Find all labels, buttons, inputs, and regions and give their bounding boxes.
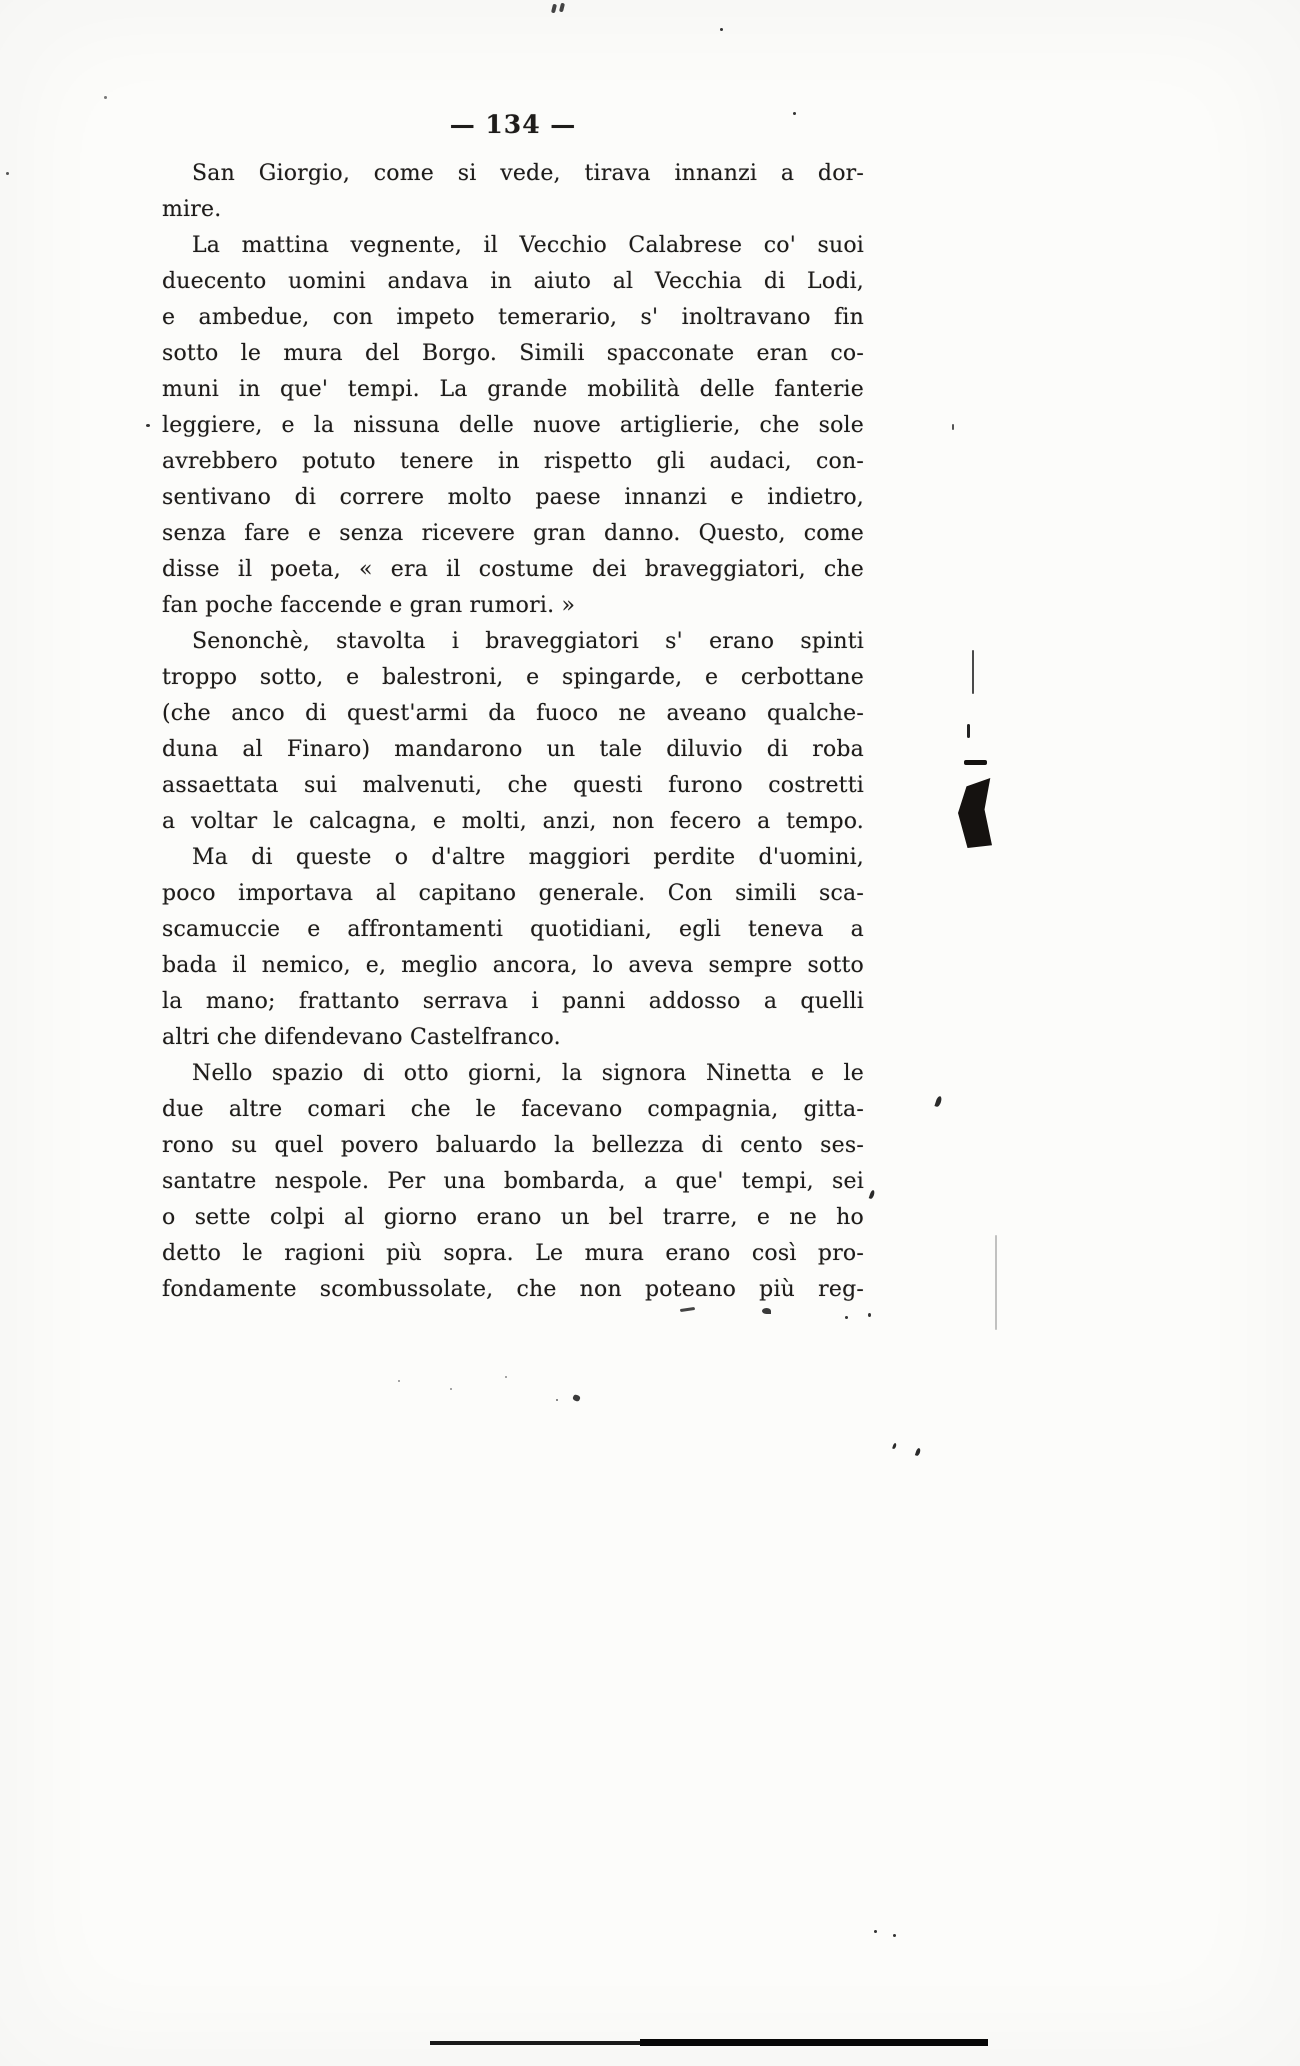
ink-speck bbox=[104, 96, 107, 99]
text-line: altri che difendevano Castelfranco. bbox=[162, 1025, 561, 1050]
ink-speck bbox=[762, 1308, 771, 1314]
text-line: sentivano di correre molto paese innanzi e indietro, bbox=[162, 485, 864, 510]
text-line: La mattina vegnente, il Vecchio Calabrese co' suoi bbox=[192, 233, 864, 258]
text-line: bada il nemico, e, meglio ancora, lo aveva sempre sotto bbox=[162, 953, 864, 978]
text-line: muni in que' tempi. La grande mobilità delle fanterie bbox=[162, 377, 864, 402]
text-line: a voltar le calcagna, e molti, anzi, non fecero a tempo. bbox=[162, 809, 864, 834]
text-line: fondamente scombussolate, che non poteano più reg- bbox=[162, 1277, 864, 1302]
text-line: assaettata sui malvenuti, che questi furono costretti bbox=[162, 773, 864, 798]
paragraph bbox=[162, 840, 864, 1056]
text-line: avrebbero potuto tenere in rispetto gli audaci, con- bbox=[162, 449, 864, 474]
text-line: Senonchè, stavolta i braveggiatori s' erano spinti bbox=[192, 629, 864, 654]
page-number: — 134 — bbox=[449, 110, 577, 139]
text-line: mire. bbox=[162, 197, 222, 222]
text-line: rono su quel povero baluardo la bellezza di cento ses- bbox=[162, 1133, 864, 1158]
text-line: disse il poeta, « era il costume dei braveggiatori, che bbox=[162, 557, 864, 582]
text-line: due altre comari che le facevano compagnia, gitta- bbox=[162, 1097, 864, 1122]
ink-speck bbox=[551, 4, 557, 14]
ink-speck bbox=[572, 1394, 581, 1402]
ink-speck bbox=[845, 1316, 848, 1319]
ink-speck bbox=[398, 1380, 400, 1382]
ink-speck bbox=[450, 1388, 452, 1390]
text-line: duna al Finaro) mandarono un tale diluvio di roba bbox=[162, 737, 864, 762]
text-line: senza fare e senza ricevere gran danno. Questo, come bbox=[162, 521, 864, 546]
text-line: San Giorgio, come si vede, tirava innanzi a dor- bbox=[192, 161, 864, 186]
text-line: santatre nespole. Per una bombarda, a que' tempi, sei bbox=[162, 1169, 864, 1194]
scan-edge-line bbox=[995, 1235, 997, 1330]
ink-speck bbox=[874, 1930, 877, 1933]
ink-speck bbox=[893, 1934, 896, 1937]
text-line: poco importava al capitano generale. Con simili sca- bbox=[162, 881, 864, 906]
text-line: detto le ragioni più sopra. Le mura erano così pro- bbox=[162, 1241, 864, 1266]
ink-speck bbox=[868, 1313, 871, 1317]
ink-speck bbox=[505, 1376, 507, 1378]
paragraph bbox=[162, 228, 864, 624]
ink-speck bbox=[146, 424, 150, 427]
ink-speck bbox=[680, 1307, 695, 1312]
text-line: troppo sotto, e balestroni, e spingarde, e cerbottane bbox=[162, 665, 864, 690]
ink-blob-dash bbox=[964, 760, 987, 765]
text-line: sotto le mura del Borgo. Simili spacconate eran co- bbox=[162, 341, 864, 366]
text-line: la mano; frattanto serrava i panni addosso a quelli bbox=[162, 989, 864, 1014]
text-line: fan poche faccende e gran rumori. » bbox=[162, 593, 576, 618]
body-text bbox=[162, 156, 864, 1308]
text-line: leggiere, e la nissuna delle nuove artiglierie, che sole bbox=[162, 413, 864, 438]
text-line: Ma di queste o d'altre maggiori perdite d'uomini, bbox=[192, 845, 864, 870]
text-line: e ambedue, con impeto temerario, s' inoltravano fin bbox=[162, 305, 864, 330]
paragraph bbox=[162, 624, 864, 840]
ink-speck bbox=[793, 112, 796, 115]
scan-edge-tick bbox=[967, 724, 970, 738]
paragraph bbox=[162, 1056, 864, 1308]
text-line: duecento uomini andava in aiuto al Vecchia di Lodi, bbox=[162, 269, 864, 294]
ink-speck bbox=[559, 3, 565, 13]
scan-edge-line bbox=[972, 650, 974, 694]
ink-speck bbox=[556, 1399, 558, 1401]
ink-speck bbox=[869, 1190, 876, 1200]
paragraph bbox=[162, 156, 864, 228]
ink-blob bbox=[958, 778, 992, 848]
text-line: Nello spazio di otto giorni, la signora Ninetta e le bbox=[192, 1061, 864, 1086]
ink-speck bbox=[720, 28, 723, 31]
text-line: scamuccie e affrontamenti quotidiani, egli teneva a bbox=[162, 917, 864, 942]
text-line: o sette colpi al giorno erano un bel trarre, e ne ho bbox=[162, 1205, 864, 1230]
bottom-scan-line-dark bbox=[640, 2039, 988, 2046]
ink-speck bbox=[952, 424, 954, 430]
ink-speck bbox=[915, 1448, 921, 1457]
ink-speck bbox=[934, 1095, 942, 1107]
text-line: (che anco di quest'armi da fuoco ne aveano qualche- bbox=[162, 701, 864, 726]
ink-speck bbox=[6, 172, 9, 175]
ink-speck bbox=[892, 1443, 897, 1450]
